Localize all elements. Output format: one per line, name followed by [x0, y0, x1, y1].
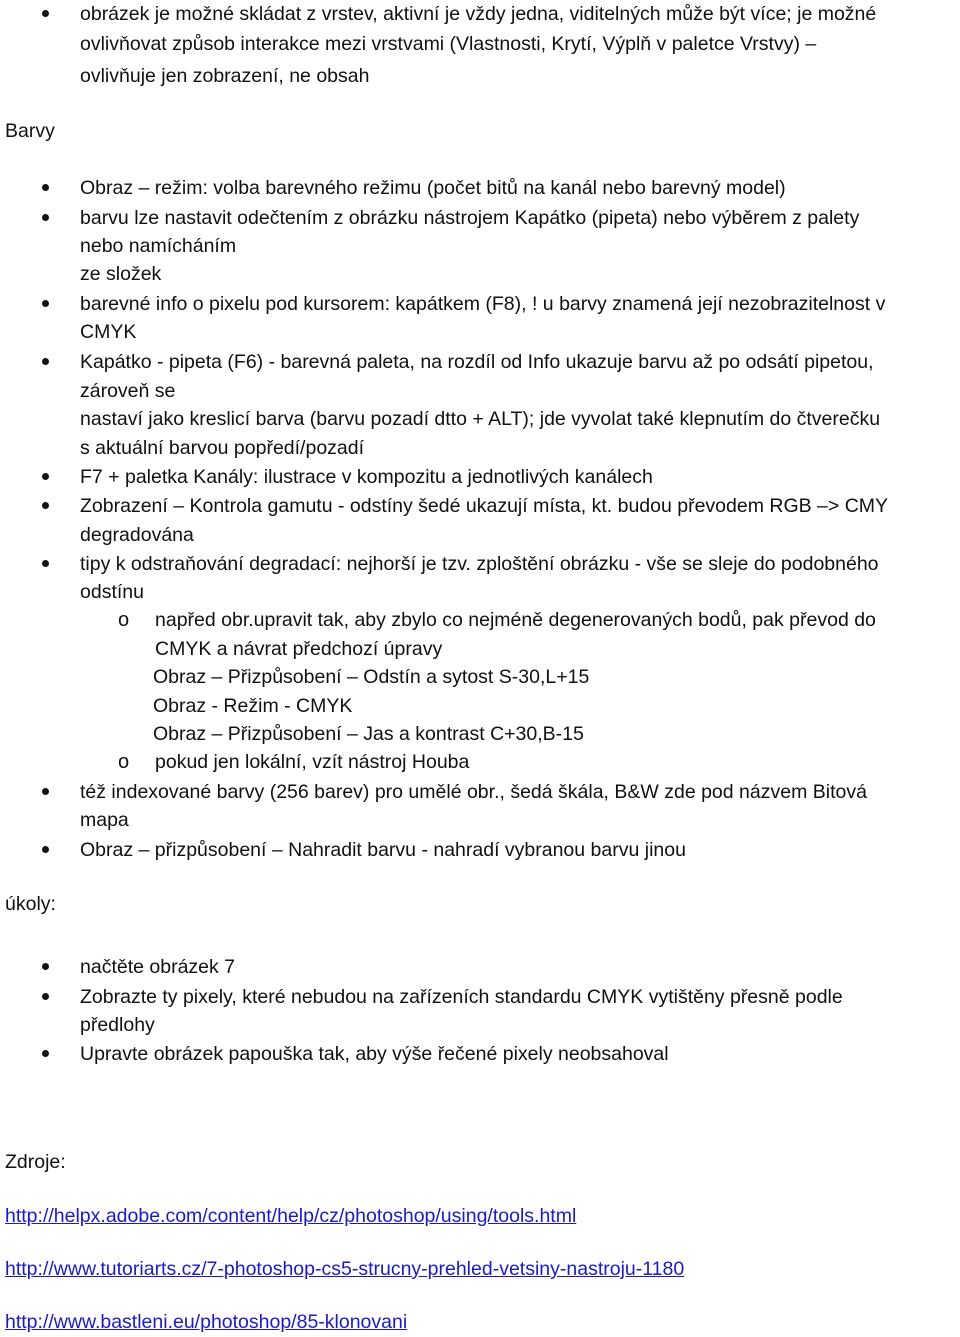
- list-item-continuation: odstínu: [80, 581, 144, 603]
- list-item-continuation: mapa: [80, 809, 129, 831]
- bullet-icon: [42, 502, 49, 509]
- list-item-continuation: s aktuální barvou popředí/pozadí: [80, 437, 365, 459]
- list-item: Zobrazení – Kontrola gamutu - odstíny šedé ukazují místa, kt. budou převodem RGB –> CMY: [80, 495, 889, 517]
- task-item-continuation: předlohy: [80, 1014, 155, 1036]
- list-item: barevné info o pixelu pod kursorem: kapátkem (F8), ! u barvy znamená její nezobrazitelnost v: [80, 293, 886, 315]
- sub-list-step: Obraz – Přizpůsobení – Jas a kontrast C+30,B-15: [153, 723, 584, 745]
- bullet-icon: [42, 846, 49, 853]
- bullet-icon: [42, 184, 49, 191]
- source-link-adobe[interactable]: http://helpx.adobe.com/content/help/cz/photoshop/using/tools.html: [5, 1205, 577, 1227]
- section-heading-colors: Barvy: [5, 120, 55, 142]
- list-item: F7 + paletka Kanály: ilustrace v kompozitu a jednotlivých kanálech: [80, 466, 653, 488]
- list-item-continuation: degradována: [80, 524, 194, 546]
- bullet-icon: [42, 300, 49, 307]
- bullet-icon: [42, 963, 49, 970]
- bullet-icon: [42, 560, 49, 567]
- list-item: tipy k odstraňování degradací: nejhorší je tzv. zploštění obrázku - vše se sleje do podobného: [80, 553, 879, 575]
- bullet-icon: [42, 993, 49, 1000]
- source-link-tutoriarts[interactable]: http://www.tutoriarts.cz/7-photoshop-cs5-strucny-prehled-vetsiny-nastroju-1180: [5, 1258, 685, 1280]
- sub-list-step: Obraz – Přizpůsobení – Odstín a sytost S-30,L+15: [153, 666, 590, 688]
- sub-list-item: napřed obr.upravit tak, aby zbylo co nejméně degenerovaných bodů, pak převod do: [155, 609, 876, 631]
- sub-list-step: Obraz - Režim - CMYK: [153, 695, 353, 717]
- list-item: Kapátko - pipeta (F6) - barevná paleta, na rozdíl od Info ukazuje barvu až po odsátí pipetou,: [80, 351, 874, 373]
- sub-list-item-continuation: CMYK a návrat předchozí úpravy: [155, 638, 443, 660]
- section-heading-sources: Zdroje:: [5, 1151, 66, 1173]
- list-item: též indexované barvy (256 barev) pro umělé obr., šedá škála, B&W zde pod názvem Bitová: [80, 781, 867, 803]
- list-item-continuation: ze složek: [80, 263, 162, 285]
- list-item-continuation: nastaví jako kreslicí barva (barvu pozadí dtto + ALT); jde vyvolat také klepnutím do čtverečku: [80, 408, 881, 430]
- sub-bullet-icon: o: [118, 609, 130, 631]
- intro-text-line-2: ovlivňovat způsob interakce mezi vrstvami (Vlastnosti, Krytí, Výplň v paletce Vrstvy) –: [80, 33, 817, 55]
- list-item-continuation: CMYK: [80, 321, 137, 343]
- intro-text-line-3: ovlivňuje jen zobrazení, ne obsah: [80, 65, 370, 87]
- source-link-bastleni[interactable]: http://www.bastleni.eu/photoshop/85-klonovani: [5, 1311, 408, 1333]
- task-item: Upravte obrázek papouška tak, aby výše řečené pixely neobsahoval: [80, 1043, 669, 1065]
- bullet-icon: [42, 473, 49, 480]
- bullet-icon: [42, 10, 49, 17]
- sub-bullet-icon: o: [118, 751, 130, 773]
- bullet-icon: [42, 1050, 49, 1057]
- task-item: Zobrazte ty pixely, které nebudou na zařízeních standardu CMYK vytištěny přesně podle: [80, 986, 843, 1008]
- list-item: barvu lze nastavit odečtením z obrázku nástrojem Kapátko (pipeta) nebo výběrem z palety: [80, 207, 860, 229]
- bullet-icon: [42, 788, 49, 795]
- list-item-continuation: nebo namícháním: [80, 235, 237, 257]
- section-heading-tasks: úkoly:: [5, 893, 56, 915]
- list-item: Obraz – režim: volba barevného režimu (počet bitů na kanál nebo barevný model): [80, 177, 786, 199]
- task-item: načtěte obrázek 7: [80, 956, 236, 978]
- bullet-icon: [42, 214, 49, 221]
- sub-list-item: pokud jen lokální, vzít nástroj Houba: [155, 751, 470, 773]
- intro-text-line-1: obrázek je možné skládat z vrstev, aktivní je vždy jedna, viditelných může být více; je možné: [80, 3, 877, 25]
- bullet-icon: [42, 358, 49, 365]
- list-item: Obraz – přizpůsobení – Nahradit barvu - nahradí vybranou barvu jinou: [80, 839, 686, 861]
- list-item-continuation: zároveň se: [80, 380, 176, 402]
